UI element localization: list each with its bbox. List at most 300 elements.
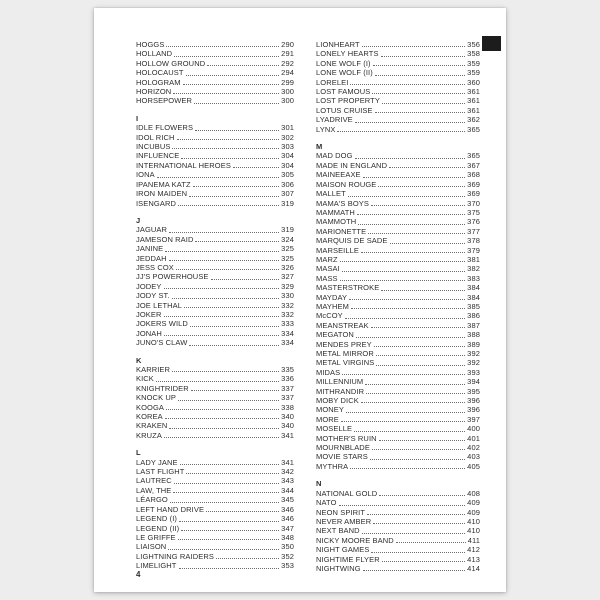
- entry-title: INCUBUS: [136, 142, 171, 152]
- dot-leader: [211, 279, 280, 280]
- entry-title: MITHRANDIR: [316, 386, 365, 396]
- entry-page-number: 302: [281, 132, 294, 142]
- entry-page-number: 369: [467, 189, 480, 199]
- index-entry: [316, 564, 480, 573]
- dot-leader: [372, 449, 465, 450]
- entry-page-number: 299: [281, 77, 294, 87]
- index-entry: [136, 199, 294, 208]
- dot-leader: [362, 533, 465, 534]
- index-entry: [316, 217, 480, 226]
- dot-leader: [176, 269, 279, 270]
- entry-title: HORSEPOWER: [136, 96, 193, 106]
- entry-title: JJ'S POWERHOUSE: [136, 272, 209, 282]
- index-entry: [316, 264, 480, 273]
- entry-title: MORE: [316, 414, 339, 424]
- entry-title: LAST FLIGHT: [136, 467, 185, 477]
- index-entry: [316, 227, 480, 236]
- dot-leader: [355, 122, 465, 123]
- index-entry: [136, 374, 294, 383]
- entry-title: McCOY: [316, 311, 343, 321]
- entry-title: LYNX: [316, 124, 336, 134]
- entry-page-number: 325: [281, 244, 294, 254]
- dot-leader: [174, 56, 279, 57]
- dot-leader: [164, 288, 280, 289]
- index-entry: [316, 368, 480, 377]
- dot-leader: [370, 459, 465, 460]
- index-entry: [316, 40, 480, 49]
- entry-page-number: 346: [281, 504, 294, 514]
- entry-page-number: 342: [281, 467, 294, 477]
- dot-leader: [172, 371, 279, 372]
- entry-title: JAGUAR: [136, 225, 168, 235]
- index-entry: [316, 87, 480, 96]
- index-entry: [316, 246, 480, 255]
- index-column-left: [136, 40, 294, 573]
- entry-page-number: 290: [281, 40, 294, 49]
- section-letter-heading: K: [136, 355, 142, 365]
- entry-title: MARSEILLE: [316, 245, 359, 255]
- entry-title: JEDDAH: [136, 253, 167, 263]
- entry-title: KRUZA: [136, 430, 162, 440]
- entry-title: ISENGARD: [136, 198, 176, 208]
- dot-leader: [376, 365, 465, 366]
- index-entry: [136, 40, 294, 49]
- dot-leader: [181, 530, 279, 531]
- dot-leader: [350, 84, 465, 85]
- dot-leader: [206, 511, 279, 512]
- entry-title: LAUTREC: [136, 476, 172, 486]
- entry-title: JODY ST.: [136, 291, 170, 301]
- dot-leader: [165, 418, 279, 419]
- entry-page-number: 300: [281, 96, 294, 106]
- dot-leader: [190, 326, 279, 327]
- entry-page-number: 387: [467, 320, 480, 330]
- entry-title: MASTERSTROKE: [316, 283, 380, 293]
- entry-title: MAD DOG: [316, 151, 353, 161]
- dot-leader: [166, 409, 279, 410]
- dot-leader: [355, 158, 466, 159]
- entry-page-number: 335: [281, 365, 294, 374]
- entry-title: MARZ: [316, 254, 338, 264]
- dot-leader: [358, 224, 465, 225]
- entry-title: MAYDAY: [316, 292, 348, 302]
- entry-page-number: 337: [281, 383, 294, 393]
- entry-page-number: 365: [467, 124, 480, 134]
- entry-title: KRAKEN: [136, 421, 168, 431]
- dot-leader: [396, 542, 466, 543]
- dot-leader: [361, 252, 465, 253]
- entry-page-number: 393: [467, 367, 480, 377]
- dot-leader: [166, 46, 279, 47]
- entry-page-number: 345: [281, 495, 294, 505]
- entry-page-number: 332: [281, 309, 294, 319]
- entry-page-number: 394: [467, 377, 480, 387]
- entry-page-number: 384: [467, 283, 480, 293]
- dot-leader: [376, 355, 465, 356]
- entry-title: MAMMATH: [316, 207, 355, 217]
- entry-page-number: 411: [467, 535, 480, 545]
- index-entry: [136, 495, 294, 504]
- dot-leader: [368, 233, 465, 234]
- index-entry: [136, 542, 294, 551]
- entry-title: HOLOGRAM: [136, 77, 181, 87]
- entry-title: MYTHRA: [316, 461, 349, 471]
- entry-title: LÉARGO: [136, 495, 168, 505]
- dot-leader: [379, 440, 466, 441]
- entry-page-number: 410: [467, 516, 480, 526]
- entry-page-number: 332: [281, 300, 294, 310]
- entry-page-number: 327: [281, 272, 294, 282]
- entry-page-number: 358: [467, 49, 480, 59]
- entry-page-number: 337: [281, 393, 294, 403]
- entry-page-number: 307: [281, 189, 294, 199]
- dot-leader: [350, 468, 465, 469]
- entry-title: KARRIER: [136, 365, 171, 374]
- entry-title: LIGHTNING RAIDERS: [136, 551, 214, 561]
- entry-page-number: 329: [281, 281, 294, 291]
- index-entry: [316, 115, 480, 124]
- index-entry: [136, 254, 294, 263]
- dot-leader: [346, 412, 465, 413]
- entry-title: LIAISON: [136, 542, 167, 552]
- entry-title: MEANSTREAK: [316, 320, 369, 330]
- entry-page-number: 367: [467, 160, 480, 170]
- index-entry: [136, 533, 294, 542]
- entry-page-number: 334: [281, 338, 294, 348]
- entry-title: JOE LETHAL: [136, 300, 183, 310]
- entry-page-number: 369: [467, 179, 480, 189]
- entry-page-number: 325: [281, 253, 294, 263]
- entry-page-number: 368: [467, 170, 480, 180]
- entry-page-number: 356: [467, 40, 480, 49]
- dot-leader: [179, 521, 279, 522]
- entry-title: MAMA'S BOYS: [316, 198, 369, 208]
- entry-page-number: 389: [467, 339, 480, 349]
- entry-page-number: 300: [281, 87, 294, 97]
- entry-page-number: 382: [467, 264, 480, 274]
- entry-title: NEON SPIRIT: [316, 507, 366, 517]
- entry-page-number: 333: [281, 319, 294, 329]
- dot-leader: [345, 318, 465, 319]
- entry-title: NIGHT GAMES: [316, 545, 370, 555]
- index-entry: [316, 536, 480, 545]
- index-entry: [136, 170, 294, 179]
- dot-leader: [189, 345, 279, 346]
- dot-leader: [366, 393, 465, 394]
- entry-page-number: 292: [281, 58, 294, 68]
- index-entry: [316, 59, 480, 68]
- entry-title: HOLLAND: [136, 49, 173, 59]
- index-entry: [136, 467, 294, 476]
- dot-leader: [382, 103, 465, 104]
- index-entry: [316, 78, 480, 87]
- entry-page-number: 341: [281, 430, 294, 440]
- index-entry: [136, 301, 294, 310]
- index-entry: [316, 274, 480, 283]
- entry-page-number: 385: [467, 301, 480, 311]
- entry-title: HOLLOW GROUND: [136, 58, 206, 68]
- index-entry: [316, 255, 480, 264]
- index-entry: [136, 552, 294, 561]
- dot-leader: [361, 402, 465, 403]
- index-column-right: [316, 40, 480, 573]
- dot-leader: [371, 327, 465, 328]
- entry-title: LAW, THE: [136, 485, 172, 495]
- index-entry: [316, 96, 480, 105]
- entry-title: NATO: [316, 498, 337, 508]
- entry-page-number: 338: [281, 402, 294, 412]
- entry-page-number: 392: [467, 349, 480, 358]
- entry-title: KOOGA: [136, 402, 165, 412]
- page-number: 4: [136, 570, 141, 579]
- dot-leader: [178, 539, 280, 540]
- dot-leader: [186, 473, 279, 474]
- index-entry: [136, 272, 294, 281]
- thumb-tab-marker: [482, 36, 501, 51]
- entry-page-number: 350: [281, 542, 294, 552]
- entry-page-number: 377: [467, 226, 480, 236]
- index-entry: [316, 462, 480, 471]
- entry-page-number: 409: [467, 507, 480, 517]
- dot-leader: [362, 46, 465, 47]
- dot-leader: [363, 570, 466, 571]
- index-entry: [316, 311, 480, 320]
- entry-page-number: 381: [467, 254, 480, 264]
- dot-leader: [371, 552, 465, 553]
- entry-title: MILLENNIUM: [316, 377, 364, 387]
- entry-page-number: 370: [467, 198, 480, 208]
- entry-title: MENDES PREY: [316, 339, 372, 349]
- index-entry: [316, 489, 480, 498]
- index-entry: [136, 431, 294, 440]
- dot-leader: [184, 307, 279, 308]
- index-entry: [316, 199, 480, 208]
- index-entry: [316, 236, 480, 245]
- entry-page-number: 304: [281, 151, 294, 161]
- entry-title: LIONHEART: [316, 40, 360, 49]
- section-letter-heading: M: [316, 142, 323, 152]
- index-entry: [136, 403, 294, 412]
- index-entry: [316, 170, 480, 179]
- index-entry: [136, 524, 294, 533]
- entry-page-number: 304: [281, 160, 294, 170]
- dot-leader: [337, 131, 465, 132]
- dot-leader: [164, 335, 279, 336]
- index-entry: [136, 282, 294, 291]
- entry-page-number: 324: [281, 234, 294, 244]
- dot-leader: [172, 148, 279, 149]
- index-entry: [136, 180, 294, 189]
- entry-title: NIGHTIME FLYER: [316, 554, 380, 564]
- entry-page-number: 305: [281, 170, 294, 180]
- dot-leader: [181, 158, 279, 159]
- entry-page-number: 412: [467, 545, 480, 555]
- entry-title: MARIONETTE: [316, 226, 367, 236]
- index-entry: [136, 561, 294, 570]
- index-entry: [316, 387, 480, 396]
- index-entry: [136, 235, 294, 244]
- entry-title: LADY JANE: [136, 457, 178, 467]
- entry-page-number: 379: [467, 245, 480, 255]
- dot-leader: [164, 437, 279, 438]
- dot-leader: [178, 205, 279, 206]
- dot-leader: [189, 196, 279, 197]
- entry-page-number: 359: [467, 58, 480, 68]
- index-entry: [136, 505, 294, 514]
- entry-page-number: 303: [281, 142, 294, 152]
- entry-page-number: 352: [281, 551, 294, 561]
- index-entry: [136, 78, 294, 87]
- entry-title: NEVER AMBER: [316, 516, 372, 526]
- dot-leader: [183, 84, 280, 85]
- index-entry: [316, 68, 480, 77]
- index-entry: [316, 443, 480, 452]
- entry-title: MONEY: [316, 405, 345, 415]
- entry-page-number: 348: [281, 532, 294, 542]
- entry-title: MASAI: [316, 264, 340, 274]
- dot-leader: [165, 251, 279, 252]
- entry-title: NATIONAL GOLD: [316, 488, 378, 498]
- entry-page-number: 376: [467, 217, 480, 227]
- dot-leader: [169, 260, 280, 261]
- entry-title: LEGEND (II): [136, 523, 180, 533]
- dot-leader: [179, 568, 280, 569]
- entry-title: HORIZON: [136, 87, 172, 97]
- entry-page-number: 384: [467, 292, 480, 302]
- entry-title: MEGATON: [316, 330, 354, 340]
- index-entry: [316, 330, 480, 339]
- index-entry: [316, 340, 480, 349]
- entry-title: INFLUENCE: [136, 151, 180, 161]
- index-entry: [316, 349, 480, 358]
- dot-leader: [375, 75, 465, 76]
- entry-title: MOTHER'S RUIN: [316, 433, 377, 443]
- entry-page-number: 334: [281, 328, 294, 338]
- entry-title: MOURNBLADE: [316, 443, 370, 453]
- dot-leader: [381, 56, 466, 57]
- index-entry: [136, 310, 294, 319]
- dot-leader: [169, 232, 279, 233]
- index-entry: [316, 302, 480, 311]
- entry-page-number: 396: [467, 396, 480, 406]
- dot-leader: [172, 298, 280, 299]
- dot-leader: [178, 400, 279, 401]
- index-entry: [316, 415, 480, 424]
- dot-leader: [349, 299, 465, 300]
- dot-leader: [207, 65, 279, 66]
- index-entry: [136, 244, 294, 253]
- entry-title: LE GRIFFE: [136, 532, 176, 542]
- index-entry: [136, 225, 294, 234]
- book-page: [94, 8, 506, 592]
- entry-title: LIMELIGHT: [136, 561, 177, 571]
- dot-leader: [367, 514, 465, 515]
- dot-leader: [168, 549, 279, 550]
- entry-page-number: 347: [281, 523, 294, 533]
- entry-title: MALLET: [316, 189, 346, 199]
- index-entry: [136, 87, 294, 96]
- dot-leader: [365, 384, 465, 385]
- entry-title: LONE WOLF (I): [316, 58, 371, 68]
- entry-title: MAMMOTH: [316, 217, 357, 227]
- dot-leader: [341, 421, 465, 422]
- index-entry: [136, 458, 294, 467]
- entry-page-number: 291: [281, 49, 294, 59]
- index-entry: [136, 291, 294, 300]
- dot-leader: [156, 381, 279, 382]
- index-entry: [316, 405, 480, 414]
- entry-title: MARQUIS DE SADE: [316, 236, 388, 246]
- dot-leader: [169, 428, 279, 429]
- entry-page-number: 413: [467, 554, 480, 564]
- entry-page-number: 386: [467, 311, 480, 321]
- entry-page-number: 375: [467, 207, 480, 217]
- index-entry: [136, 384, 294, 393]
- index-entry: [316, 508, 480, 517]
- entry-title: IDOL RICH: [136, 132, 175, 142]
- index-entry: [136, 338, 294, 347]
- entry-title: MOBY DICK: [316, 396, 359, 406]
- dot-leader: [379, 495, 465, 496]
- entry-title: METAL VIRGINS: [316, 358, 375, 368]
- dot-leader: [378, 186, 465, 187]
- entry-title: JANINE: [136, 244, 164, 254]
- entry-title: NICKY MOORE BAND: [316, 535, 394, 545]
- index-entry: [136, 142, 294, 151]
- index-content: [94, 8, 506, 573]
- entry-page-number: 401: [467, 433, 480, 443]
- entry-page-number: 388: [467, 330, 480, 340]
- index-entry: [316, 49, 480, 58]
- entry-page-number: 360: [467, 77, 480, 87]
- dot-leader: [195, 130, 279, 131]
- dot-leader: [356, 337, 465, 338]
- entry-title: MASS: [316, 273, 338, 283]
- dot-leader: [382, 561, 465, 562]
- index-entry: [316, 555, 480, 564]
- dot-leader: [351, 308, 465, 309]
- dot-leader: [340, 280, 466, 281]
- entry-title: JODEY: [136, 281, 162, 291]
- entry-title: METAL MIRROR: [316, 349, 374, 358]
- index-entry: [136, 49, 294, 58]
- dot-leader: [340, 261, 466, 262]
- entry-page-number: 306: [281, 179, 294, 189]
- dot-leader: [374, 346, 465, 347]
- entry-title: JUNO'S CLAW: [136, 338, 188, 348]
- index-entry: [316, 545, 480, 554]
- index-entry: [136, 161, 294, 170]
- index-entry: [316, 106, 480, 115]
- entry-page-number: 403: [467, 452, 480, 462]
- index-entry: [316, 151, 480, 160]
- entry-page-number: 353: [281, 561, 294, 571]
- index-entry: [136, 476, 294, 485]
- entry-title: LEFT HAND DRIVE: [136, 504, 205, 514]
- dot-leader: [195, 241, 279, 242]
- entry-title: HOGGS: [136, 40, 165, 49]
- index-entry: [316, 283, 480, 292]
- entry-page-number: 397: [467, 414, 480, 424]
- entry-page-number: 408: [467, 488, 480, 498]
- entry-title: LEGEND (I): [136, 514, 178, 524]
- entry-title: LONELY HEARTS: [316, 49, 379, 59]
- entry-page-number: 326: [281, 262, 294, 272]
- entry-title: MADE IN ENGLAND: [316, 160, 388, 170]
- entry-page-number: 378: [467, 236, 480, 246]
- entry-title: HOLOCAUST: [136, 68, 184, 78]
- dot-leader: [180, 464, 280, 465]
